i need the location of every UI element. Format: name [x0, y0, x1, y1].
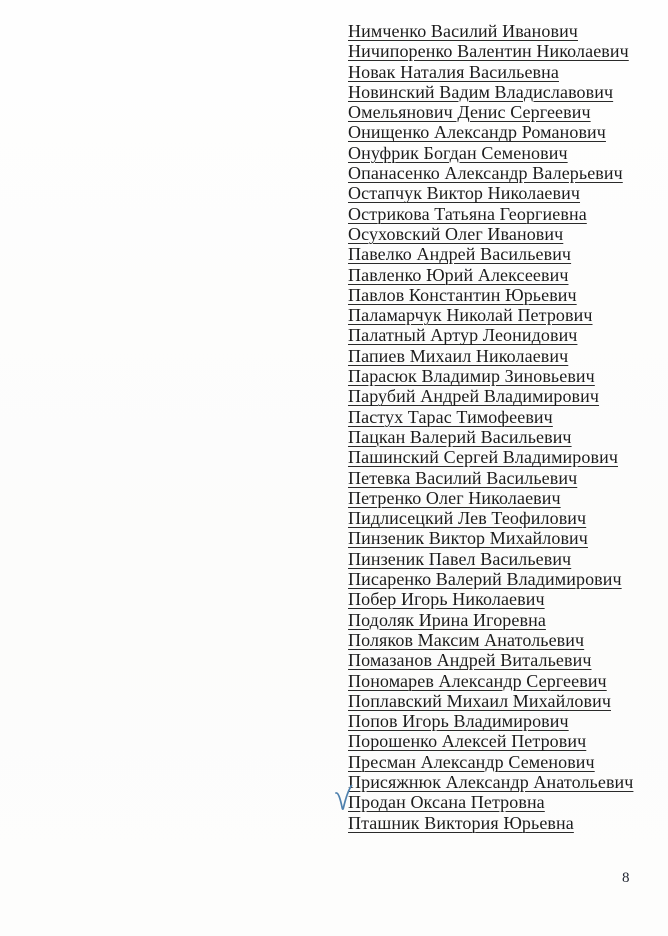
list-item	[348, 569, 648, 589]
list-item	[348, 427, 648, 447]
list-item	[348, 163, 648, 183]
person-name: Побер Игорь Николаевич	[348, 589, 545, 610]
list-item	[348, 265, 648, 285]
list-item	[348, 528, 648, 548]
list-item	[348, 731, 648, 751]
person-name: Пацкан Валерий Васильевич	[348, 426, 572, 447]
list-item	[348, 407, 648, 427]
person-name: Ничипоренко Валентин Николаевич	[348, 41, 629, 62]
list-item	[348, 792, 648, 812]
person-name: Писаренко Валерий Владимирович	[348, 569, 622, 590]
list-item	[348, 244, 648, 264]
person-name: Пташник Виктория Юрьевна	[348, 812, 574, 833]
person-name: Пинзеник Павел Васильевич	[348, 548, 572, 569]
names-list	[348, 21, 648, 833]
person-name: Новак Наталия Васильевна	[348, 61, 559, 82]
person-name: Онуфрик Богдан Семенович	[348, 142, 568, 163]
person-name: Новинский Вадим Владиславович	[348, 81, 614, 102]
list-item	[348, 346, 648, 366]
list-item	[348, 671, 648, 691]
list-item	[348, 468, 648, 488]
person-name: Нимченко Василий Иванович	[348, 21, 578, 41]
person-name: Помазанов Андрей Витальевич	[348, 650, 592, 671]
list-item	[348, 488, 648, 508]
person-name: Онищенко Александр Романович	[348, 122, 606, 143]
list-item	[348, 305, 648, 325]
list-item	[348, 41, 648, 61]
list-item	[348, 143, 648, 163]
list-item	[348, 772, 648, 792]
person-name: Парасюк Владимир Зиновьевич	[348, 366, 595, 387]
person-name: Папиев Михаил Николаевич	[348, 345, 569, 366]
person-name: Палатный Артур Леонидович	[348, 325, 578, 346]
person-name: Попов Игорь Владимирович	[348, 711, 569, 732]
person-name: Опанасенко Александр Валерьевич	[348, 163, 623, 184]
person-name: Павленко Юрий Алексеевич	[348, 264, 569, 285]
page-number: 8	[622, 870, 630, 886]
person-name: Продан Оксана Петровна	[348, 792, 545, 813]
person-name: Осуховский Олег Иванович	[348, 223, 564, 244]
person-name: Павлов Константин Юрьевич	[348, 284, 577, 305]
list-item	[348, 650, 648, 670]
list-item	[348, 813, 648, 833]
person-name: Петевка Василий Васильевич	[348, 467, 578, 488]
list-item	[348, 447, 648, 467]
list-item	[348, 711, 648, 731]
person-name: Паламарчук Николай Петрович	[348, 305, 593, 326]
list-item	[348, 589, 648, 609]
list-item	[348, 386, 648, 406]
list-item	[348, 630, 648, 650]
person-name: Подоляк Ирина Игоревна	[348, 609, 546, 630]
person-name: Пастух Тарас Тимофеевич	[348, 406, 553, 427]
list-item	[348, 122, 648, 142]
person-name: Парубий Андрей Владимирович	[348, 386, 600, 407]
person-name: Поплавский Михаил Михайлович	[348, 690, 611, 711]
list-item	[348, 610, 648, 630]
list-item	[348, 102, 648, 122]
person-name: Пашинский Сергей Владимирович	[348, 447, 618, 468]
person-name: Петренко Олег Николаевич	[348, 487, 561, 508]
list-item	[348, 691, 648, 711]
person-name: Пресман Александр Семенович	[348, 751, 595, 772]
person-name: Пономарев Александр Сергеевич	[348, 670, 607, 691]
list-item	[348, 62, 648, 82]
person-name: Поляков Максим Анатольевич	[348, 629, 585, 650]
list-item	[348, 285, 648, 305]
list-item	[348, 752, 648, 772]
person-name: Павелко Андрей Васильевич	[348, 244, 572, 265]
person-name: Пинзеник Виктор Михайлович	[348, 528, 588, 549]
person-name: Порошенко Алексей Петрович	[348, 731, 587, 752]
list-item	[348, 204, 648, 224]
list-item	[348, 508, 648, 528]
list-item	[348, 183, 648, 203]
list-item	[348, 82, 648, 102]
list-item	[348, 325, 648, 345]
list-item	[348, 366, 648, 386]
list-item	[348, 549, 648, 569]
person-name: Омельянович Денис Сергеевич	[348, 102, 591, 123]
list-item	[348, 224, 648, 244]
person-name: Присяжнюк Александр Анатольевич	[348, 771, 634, 792]
person-name: Острикова Татьяна Георгиевна	[348, 203, 587, 224]
list-item	[348, 21, 648, 41]
person-name: Пидлисецкий Лев Теофилович	[348, 508, 587, 529]
person-name: Остапчук Виктор Николаевич	[348, 183, 581, 204]
